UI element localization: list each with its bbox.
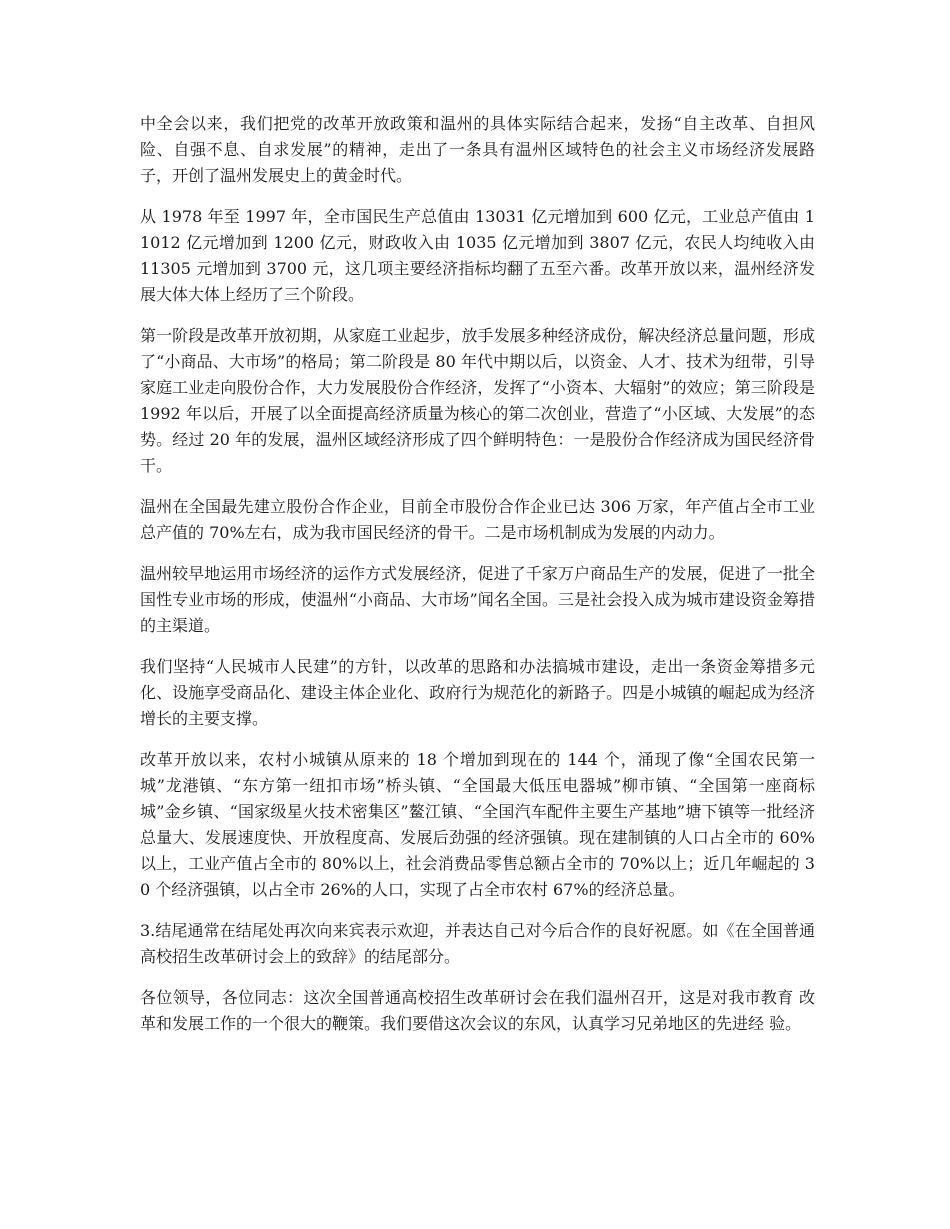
- paragraph-6: 我们坚持“人民城市人民建”的方针，以改革的思路和办法搞城市建设，走出一条资金筹措多元化、设施享受商品化、建设主体企业化、政府行为规范化的新路子。四是小城镇的崛起成为经济增长的主要支撑。: [140, 657, 815, 728]
- paragraph-1: 中全会以来，我们把党的改革开放政策和温州的具体实际结合起来，发扬“自主改革、自担风险、自强不息、自求发展”的精神，走出了一条具有温州区域特色的社会主义市场经济发展路子，开创了温州发展史上的黄金时代。: [140, 114, 815, 185]
- paragraph-8: 3.结尾通常在结尾处再次向来宾表示欢迎，并表达自己对今后合作的良好祝愿。如《在全国普通 高校招生改革研讨会上的致辞》的结尾部分。: [140, 921, 815, 966]
- paragraph-5: 温州较早地运用市场经济的运作方式发展经济，促进了千家万户商品生产的发展，促进了一批全国性专业市场的形成，使温州“小商品、大市场”闻名全国。三是社会投入成为城市建设资金筹措的主渠道。: [140, 564, 815, 635]
- paragraph-7: 改革开放以来，农村小城镇从原来的 18 个增加到现在的 144 个，涌现了像“全国农民第一城”龙港镇、“东方第一纽扣市场”桥头镇、“全国最大低压电器城”柳市镇、“全国第一座商标城”金乡镇、“国家级星火技术密集区”鳌江镇、“全国汽车配件主要生产基地”塘下镇等一批经济总量大、发展速度快、开放程度高、发展后劲强的经济强镇。现在建制镇的人口占全市的 60%以上，工业产值占全市的 80%以上，社会消费品零售总额占全市的 70%以上；近几年崛起的 30 个经济强镇，以占全市 26%的人口，实现了占全市农村 67%的经济总量。: [140, 750, 815, 899]
- paragraph-2: 从 1978 年至 1997 年，全市国民生产总值由 13031 亿元增加到 600 亿元，工业总产值由 11012 亿元增加到 1200 亿元，财政收入由 1035 亿元增加到 3807 亿元，农民人均纯收入由 11305 元增加到 3700 元，这几项主要经济指标均翻了五至六番。改革开放以来，温州经济发展大体大体上经历了三个阶段。: [140, 207, 815, 304]
- paragraph-3: 第一阶段是改革开放初期，从家庭工业起步，放手发展多种经济成份，解决经济总量问题，形成了“小商品、大市场”的格局；第二阶段是 80 年代中期以后，以资金、人才、技术为纽带，引导家庭工业走向股份合作，大力发展股份合作经济，发挥了“小资本、大辐射”的效应；第三阶段是 1992 年以后，开展了以全面提高经济质量为核心的第二次创业，营造了“小区域、大发展”的态势。经过 20 年的发展，温州区域经济形成了四个鲜明特色：一是股份合作经济成为国民经济骨干。: [140, 326, 815, 475]
- paragraph-4: 温州在全国最先建立股份合作企业，目前全市股份合作企业已达 306 万家，年产值占全市工业总产值的 70%左右，成为我市国民经济的骨干。二是市场机制成为发展的内动力。: [140, 497, 815, 542]
- document-body: [140, 111, 815, 1052]
- paragraph-9: 各位领导，各位同志：这次全国普通高校招生改革研讨会在我们温州召开，这是对我市教育 改革和发展工作的一个很大的鞭策。我们要借这次会议的东风，认真学习兄弟地区的先进经 验。: [140, 988, 815, 1033]
